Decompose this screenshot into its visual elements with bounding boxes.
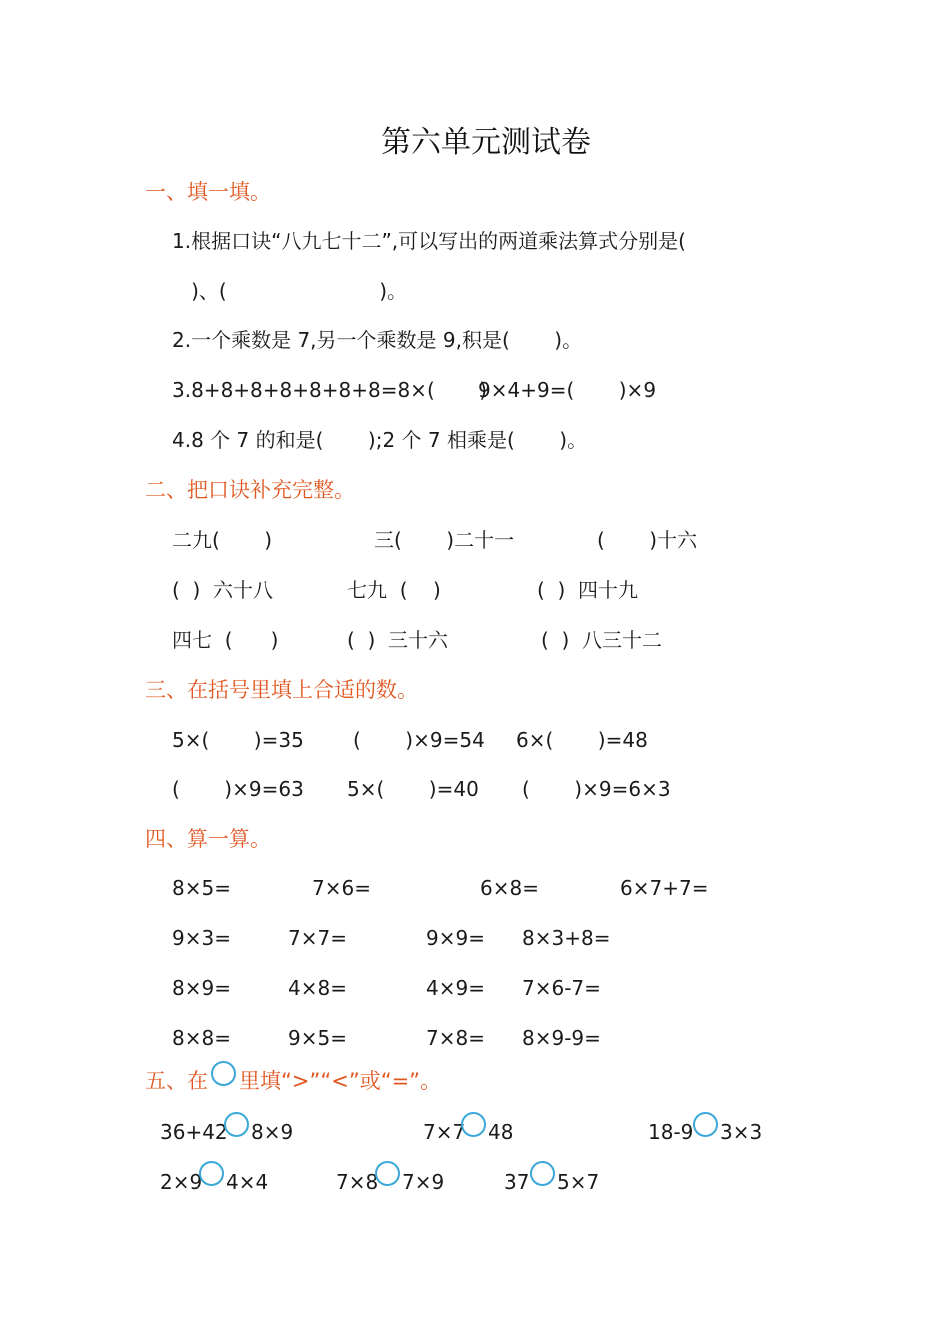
compare-circle-icon (211, 1061, 236, 1086)
calc-item: 7×6= (312, 876, 371, 900)
section-3-heading: 三、在括号里填上合适的数。 (145, 678, 418, 702)
section-5-heading-end: 里填“>”“<”或“=”。 (239, 1069, 442, 1093)
calc-item: 8×9= (172, 976, 231, 1000)
calc-item: 9×5= (288, 1026, 347, 1050)
compare-circle-blank[interactable] (693, 1112, 718, 1137)
compare-circle-blank[interactable] (530, 1161, 555, 1186)
compare-circle-blank[interactable] (375, 1161, 400, 1186)
calc-item: 7×6-7= (522, 976, 601, 1000)
compare-left: 7×8 (336, 1170, 379, 1194)
compare-circle-blank[interactable] (224, 1112, 249, 1137)
compare-left: 37 (504, 1170, 530, 1194)
section-4-heading: 四、算一算。 (145, 827, 271, 851)
question-4: 4.8 个 7 的和是( );2 个 7 相乘是( )。 (172, 428, 588, 452)
calc-item: 9×9= (426, 926, 485, 950)
calc-item: 4×8= (288, 976, 347, 1000)
section-5-heading-start: 五、在 (145, 1069, 208, 1093)
calc-item: 6×8= (480, 876, 539, 900)
rhyme-item: ( ) 八三十二 (541, 628, 663, 652)
rhyme-item: 四七 ( ) (172, 628, 279, 652)
rhyme-item: 二九( ) (172, 528, 273, 552)
fill-item: ( )×9=63 (172, 777, 304, 801)
compare-left: 18-9 (648, 1120, 694, 1144)
page-title: 第六单元测试卷 (381, 125, 591, 160)
compare-left: 36+42 (160, 1120, 228, 1144)
rhyme-item: ( ) 三十六 (347, 628, 449, 652)
fill-item: 5×( )=35 (172, 728, 304, 752)
question-2: 2.一个乘数是 7,另一个乘数是 9,积是( )。 (172, 328, 583, 352)
compare-circle-blank[interactable] (199, 1161, 224, 1186)
calc-item: 9×3= (172, 926, 231, 950)
question-1-line-2: )、( )。 (172, 279, 408, 303)
fill-item: ( )×9=54 (353, 728, 485, 752)
rhyme-item: 三( )二十一 (374, 528, 515, 552)
fill-item: 5×( )=40 (347, 777, 479, 801)
calc-item: 7×8= (426, 1026, 485, 1050)
section-2-heading: 二、把口诀补充完整。 (145, 478, 355, 502)
compare-right: 4×4 (226, 1170, 269, 1194)
compare-right: 8×9 (251, 1120, 294, 1144)
section-1-heading: 一、填一填。 (145, 180, 271, 204)
rhyme-item: ( )十六 (597, 528, 698, 552)
calc-item: 7×7= (288, 926, 347, 950)
calc-item: 8×5= (172, 876, 231, 900)
compare-right: 48 (488, 1120, 514, 1144)
calc-item: 8×8= (172, 1026, 231, 1050)
compare-right: 3×3 (720, 1120, 763, 1144)
compare-right: 5×7 (557, 1170, 600, 1194)
compare-right: 7×9 (402, 1170, 445, 1194)
rhyme-item: 七九 ( ) (347, 578, 441, 602)
compare-left: 2×9 (160, 1170, 203, 1194)
rhyme-item: ( ) 四十九 (537, 578, 639, 602)
calc-item: 4×9= (426, 976, 485, 1000)
question-3-part-a: 3.8+8+8+8+8+8+8=8×( ) (172, 378, 488, 402)
compare-circle-blank[interactable] (461, 1112, 486, 1137)
fill-item: ( )×9=6×3 (522, 777, 671, 801)
calc-item: 6×7+7= (620, 876, 709, 900)
rhyme-item: ( ) 六十八 (172, 578, 274, 602)
question-1-line-1: 1.根据口诀“八九七十二”,可以写出的两道乘法算式分别是( (172, 229, 686, 253)
compare-left: 7×7 (423, 1120, 466, 1144)
calc-item: 8×9-9= (522, 1026, 601, 1050)
fill-item: 6×( )=48 (516, 728, 648, 752)
question-3-part-b: 9×4+9=( )×9 (478, 378, 657, 402)
calc-item: 8×3+8= (522, 926, 611, 950)
